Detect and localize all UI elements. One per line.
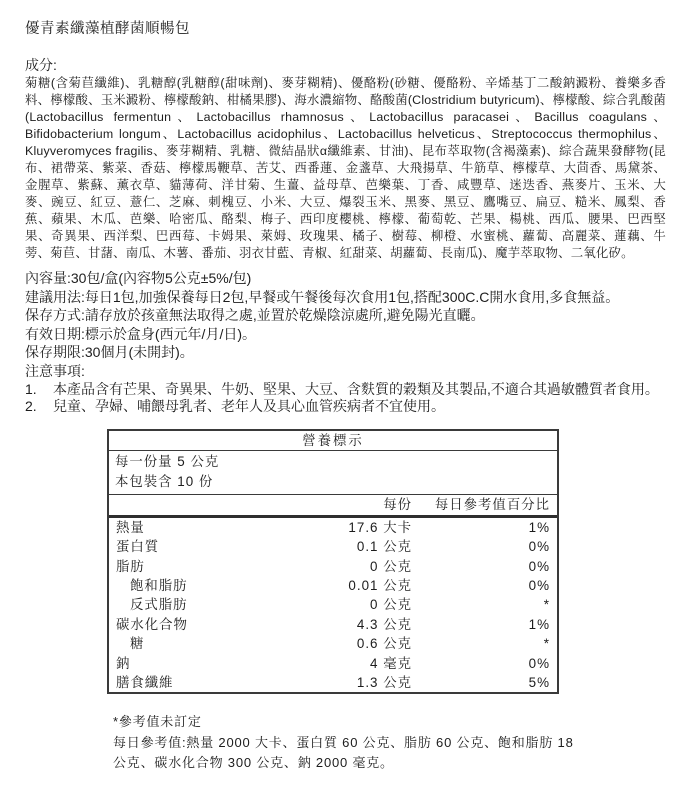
nutrient-name: 熱量: [116, 519, 145, 535]
notice-number: 2.: [25, 398, 37, 415]
nutrient-name: 碳水化合物: [116, 616, 188, 632]
nutrient-dv: 0%: [528, 558, 550, 574]
page-title: 優青素纖藻植酵菌順暢包: [25, 21, 190, 37]
shelf-life-line: 保存期限:30個月(未開封)。: [25, 344, 194, 361]
nutrient-name: 蛋白質: [116, 539, 160, 555]
nutrient-amount: 0 公克: [370, 558, 412, 574]
nutrient-amount: 17.6 大卡: [348, 519, 412, 535]
notice-number: 1.: [25, 380, 37, 397]
nutrient-dv: 1%: [528, 519, 550, 535]
nutrient-row: [109, 595, 557, 614]
nutrient-amount: 4.3 公克: [356, 616, 412, 632]
serving-size-line: 每一份量 5 公克: [115, 453, 220, 469]
nutrient-row: [109, 557, 557, 576]
product-info-block: [25, 269, 666, 381]
nutrient-dv: *: [543, 597, 550, 613]
nutrient-row: [109, 576, 557, 595]
nutrient-row: [109, 634, 557, 653]
ingredients-text: 菊糖(含菊苣纖維)、乳糖醇(乳糖醇(甜味劑)、麥芽糊精)、優酪粉(砂糖、優酪粉、辛烯基丁二酸鈉澱粉、養樂多香料、檸檬酸、玉米澱粉、檸檬酸鈉、柑橘果膠)、海水濃縮物、酪酸菌(Clostridium butyricum)、檸檬酸、綜合乳酸菌(Lactobacillus fermentun、Lactobacillus rhamnosus、Lactobacillus paracasei、Bacillus coagulans、Bifidobacterium longum、Lactobacillus acidophilus、Lactobacillus helveticus、Streptococcus thermophilus、Kluyveromyces fragilis、麥芽糊精、乳糖、微結晶狀α纖維素、甘油)、昆布萃取物(含褐藻素)、綜合蔬果發酵物(昆布、裙帶菜、紫菜、香菇、檸檬馬鞭草、苦艾、西番蓮、金盞草、大飛揚草、牛筋草、檸檬草、大茴香、馬黛茶、金腥草、紫蘇、薰衣草、貓薄荷、洋甘菊、生薑、益母草、芭樂葉、丁香、咸豐草、迷迭香、燕麥片、玉米、大麥、豌豆、紅豆、薏仁、芝麻、刺槐豆、小米、大豆、爆裂玉米、黑麥、黑豆、鷹嘴豆、扁豆、糙米、鳳梨、香蕉、蘋果、木瓜、芭樂、哈密瓜、酪梨、梅子、西印度櫻桃、檸檬、葡萄乾、芒果、楊桃、西瓜、腰果、巴西堅果、奇異果、西洋梨、巴西莓、卡姆果、萊姆、玫瑰果、橘子、樹莓、柳橙、水蜜桃、蘿蔔、高麗菜、蓮藕、牛蒡、菊苣、甘藷、南瓜、木薯、番茄、羽衣甘藍、青椒、紅甜菜、胡蘿蔔、長南瓜)、魔芋萃取物、二氧化矽。: [25, 76, 666, 260]
storage-line: 保存方式:請存放於孩童無法取得之處,並置於乾燥陰涼處所,避免陽光直曬。: [25, 307, 485, 324]
nutrient-dv: 5%: [528, 675, 550, 690]
nutrient-row: [109, 673, 557, 692]
nutrient-dv: 0%: [528, 577, 550, 593]
nutrient-dv: 0%: [528, 539, 550, 555]
notices-label: 注意事項:: [25, 362, 85, 379]
nutrient-dv: *: [543, 636, 550, 652]
nutrient-name: 脂肪: [116, 558, 145, 574]
ingredients-label: 成分:: [25, 57, 57, 73]
nutrient-amount: 4 毫克: [370, 655, 412, 671]
nutrient-row: [109, 537, 557, 556]
footnote-undefined: *參考值未訂定: [113, 714, 202, 730]
expiry-line: 有效日期:標示於盒身(西元年/月/日)。: [25, 325, 256, 342]
nutrient-amount: 0.01 公克: [348, 577, 412, 593]
nutrient-row: [109, 654, 557, 673]
nutrient-amount: 1.3 公克: [356, 675, 412, 690]
column-header-per-serving: 每份: [383, 496, 412, 512]
nutrition-table-title: 營養標示: [109, 431, 557, 451]
nutrition-column-headers: [109, 495, 557, 518]
footnote-daily-reference: 每日參考值:熱量 2000 大卡、蛋白質 60 公克、脂肪 60 公克、飽和脂肪 18 公克、碳水化合物 300 公克、鈉 2000 毫克。: [113, 734, 574, 771]
usage-line: 建議用法:每日1包,加強保養每日2包,早餐或午餐後每次食用1包,搭配300C.C開水食用,多食無益。: [25, 288, 620, 305]
nutrient-row: [109, 615, 557, 634]
notice-item: [25, 398, 670, 416]
nutrition-table: [107, 429, 559, 695]
package-servings-line: 本包裝含 10 份: [115, 473, 214, 489]
notice-item: [25, 381, 670, 399]
column-header-blank: [116, 495, 257, 515]
footnotes: [113, 712, 583, 774]
notice-text: 本產品含有芒果、奇異果、牛奶、堅果、大豆、含麩質的穀類及其製品,不適合其過敏體質者食用。: [53, 380, 659, 397]
nutrient-row: [109, 518, 557, 537]
nutrient-dv: 0%: [528, 655, 550, 671]
nutrient-name: 糖: [130, 636, 145, 652]
column-header-daily-value: 每日參考值百分比: [434, 496, 550, 512]
notices-list: [25, 381, 670, 416]
nutrient-name: 膳食纖維: [116, 675, 174, 690]
net-content-line: 內容量:30包/盒(內容物5公克±5%/包): [25, 270, 252, 286]
nutrient-amount: 0.6 公克: [356, 636, 412, 652]
nutrient-name: 反式脂肪: [130, 597, 188, 613]
nutrient-name: 鈉: [116, 655, 131, 671]
nutrient-amount: 0.1 公克: [356, 539, 412, 555]
notice-text: 兒童、孕婦、哺餵母乳者、老年人及具心血管疾病者不宜使用。: [53, 398, 445, 415]
nutrient-dv: 1%: [528, 616, 550, 632]
nutrient-amount: 0 公克: [370, 597, 412, 613]
serving-info: [109, 451, 557, 495]
nutrient-name: 飽和脂肪: [130, 577, 188, 593]
